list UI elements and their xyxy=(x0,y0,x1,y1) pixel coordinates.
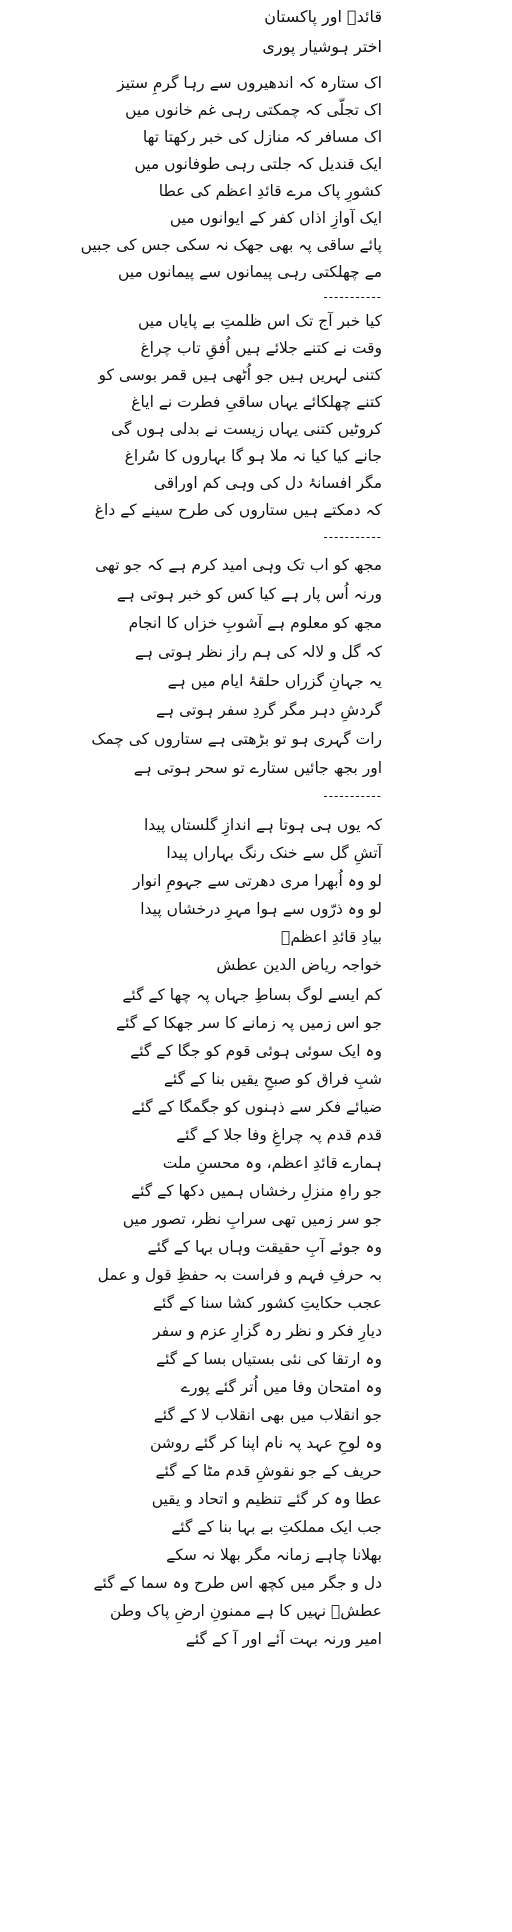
verse-line: جو سر زمیں تھی سرابِ نظر، تصور میں xyxy=(122,1210,382,1228)
verse-line: کہ یوں ہی ہوتا ہے اندازِ گلستاں پیدا xyxy=(143,816,382,834)
verse-line: جو اس زمیں پہ زمانے کا سر جھکا کے گئے xyxy=(116,1014,382,1032)
verse-line: دیارِ فکر و نظر رہ گزارِ عزم و سفر xyxy=(153,1322,382,1340)
verse-line: یہ جہانِ گزراں حلقۂ ایام میں ہے xyxy=(167,672,382,690)
verse-line: وہ لوحِ عہد پہ نام اپنا کر گئے روشن xyxy=(149,1434,382,1452)
verse-line: اک مسافر کہ منازل کی خبر رکھتا تھا xyxy=(142,128,382,146)
verse-line: جانے کیا کیا نہ ملا ہو گا بہاروں کا سُراغ xyxy=(124,447,382,465)
poem-title: قائدؒ اور پاکستان xyxy=(264,7,382,26)
poem-title: بیادِ قائدِ اعظمؒ xyxy=(281,928,382,946)
verse-line: رات گہری ہو تو بڑھتی ہے ستاروں کی چمک xyxy=(91,730,382,748)
verse-line: دل و جگر میں کچھ اس طرح وہ سما کے گئے xyxy=(93,1574,382,1592)
verse-line: عطا وہ کر گئے تنظیم و اتحاد و یقیں xyxy=(151,1490,382,1508)
verse-line: کیا خبر آج تک اس ظلمتِ بے پایاں میں xyxy=(137,312,382,330)
verse-line: اک تجلّی کہ چمکتی رہی غم خانوں میں xyxy=(125,101,382,119)
verse-line: جو راہِ منزلِ رخشاں ہمیں دکھا کے گئے xyxy=(130,1182,382,1200)
verse-line: ورنہ اُس پار ہے کیا کس کو خبر ہوتی ہے xyxy=(116,585,382,603)
verse-line: کشورِ پاک مرے قائدِ اعظم کی عطا xyxy=(158,182,382,200)
verse-line: وہ ایک سوئی ہوئی قوم کو جگا کے گئے xyxy=(130,1042,382,1060)
verse-line: وقت نے کتنے جلائے ہیں اُفقِ تاب چراغ xyxy=(140,339,382,357)
verse-line: حریف کے جو نقوشِ قدم مٹا کے گئے xyxy=(155,1462,382,1480)
verse-line: وہ ارتقا کی نئی بستیاں بسا کے گئے xyxy=(156,1350,382,1368)
verse-line: جو انقلاب میں بھی انقلاب لا کے گئے xyxy=(153,1406,382,1424)
verse-line: پائے ساقی پہ بھی جھک نہ سکی جس کی جبیں xyxy=(80,236,382,254)
verse-line: ضیائے فکر سے ذہنوں کو جگمگا کے گئے xyxy=(131,1098,382,1116)
verse-line: امیر ورنہ بہت آئے اور آ کے گئے xyxy=(185,1630,382,1648)
verse-line: شبِ فراق کو صبحِ یقیں بنا کے گئے xyxy=(163,1070,382,1088)
verse-line: مجھ کو معلوم ہے آشوبِ خزاں کا انجام xyxy=(128,614,382,632)
verse-line: آتشِ گل سے خنک رنگ بہاراں پیدا xyxy=(166,844,382,862)
verse-line: قدم قدم پہ چراغِ وفا جلا کے گئے xyxy=(176,1126,382,1144)
verse-line: لو وہ اُبھرا مری دھرتی سے جہومِ انوار xyxy=(132,872,382,890)
verse-line: بھلانا چاہے زمانہ مگر بھلا نہ سکے xyxy=(166,1546,382,1564)
verse-line: وہ جوئے آبِ حقیقت وہاں بہا کے گئے xyxy=(147,1238,382,1256)
verse-line: وہ امتحان وفا میں اُتر گئے پورے xyxy=(180,1378,382,1396)
verse-line: اک ستارہ کہ اندھیروں سے رہا گرمِ ستیز xyxy=(117,74,382,92)
verse-line: عطشؔ نہیں کا ہے ممنونِ ارضِ پاک وطن xyxy=(109,1602,382,1620)
section-separator: ----------- xyxy=(323,290,382,304)
verse-line: اور بجھ جائیں ستارے تو سحر ہوتی ہے xyxy=(133,759,382,777)
poem-author: خواجہ ریاض الدین عطش xyxy=(216,956,382,974)
verse-line: ایک قندیل کہ جلتی رہی طوفانوں میں xyxy=(134,155,382,173)
verse-line: مجھ کو اب تک وہی امید کرم ہے کہ جو تھی xyxy=(95,556,382,574)
verse-line: کتنے چھلکائے یہاں ساقیِ فطرت نے ایاغ xyxy=(131,393,382,411)
verse-line: گردشِ دہر مگر گردِ سفر ہوتی ہے xyxy=(156,701,382,719)
section-separator: ----------- xyxy=(323,789,382,803)
verse-line: کتنی لہریں ہیں جو اُٹھی ہیں قمر بوسی کو xyxy=(98,366,382,384)
verse-line: ہمارے قائدِ اعظم، وہ محسنِ ملت xyxy=(162,1154,382,1172)
poem-author: اختر ہوشیار پوری xyxy=(262,37,382,56)
verse-line: جب ایک مملکتِ بے بہا بنا کے گئے xyxy=(171,1518,382,1536)
verse-line: کہ دمکتے ہیں ستاروں کی طرح سینے کے داغ xyxy=(94,501,382,519)
verse-line: مگر افسانۂ دل کی وہی کم اوراقی xyxy=(153,474,382,492)
verse-line: مے چھلکتی رہی پیمانوں سے پیمانوں میں xyxy=(117,263,382,281)
verse-line: بہ حرفِ فہم و فراست بہ حفظِ قول و عمل xyxy=(97,1266,382,1284)
verse-line: عجب حکایتِ کشور کشا سنا کے گئے xyxy=(152,1294,382,1312)
verse-line: کہ گل و لالہ کی ہم راز نظر ہوتی ہے xyxy=(134,643,382,661)
section-separator: ----------- xyxy=(323,530,382,544)
verse-line: کم ایسے لوگ بساطِ جہاں پہ چھا کے گئے xyxy=(122,986,382,1004)
verse-line: ایک آوازِ اذاں کفر کے ایوانوں میں xyxy=(169,209,382,227)
verse-line: لو وہ ذرّوں سے ہوا مہرِ درخشاں پیدا xyxy=(140,900,382,918)
verse-line: کروٹیں کتنی یہاں زیست نے بدلی ہوں گی xyxy=(111,420,382,438)
